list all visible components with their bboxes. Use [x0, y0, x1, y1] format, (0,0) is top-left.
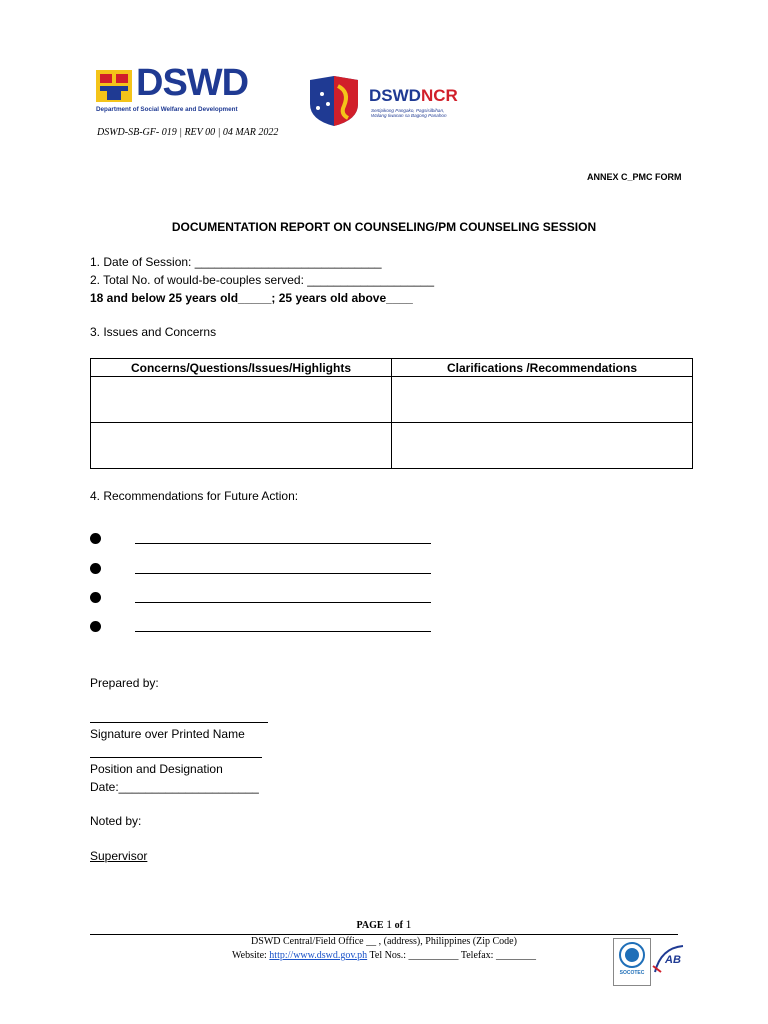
bullet-icon: [90, 592, 101, 603]
cert-badge-label: SOCOTEC: [619, 970, 645, 976]
recommendation-blank-line[interactable]: [135, 573, 431, 574]
bullet-icon: [90, 563, 101, 574]
dswd-emblem-icon: [96, 70, 132, 102]
accreditation-badge-icon: [651, 942, 687, 982]
document-title: DOCUMENTATION REPORT ON COUNSELING/PM COUNSELING SESSION: [171, 220, 597, 234]
noted-by-label: Noted by:: [90, 814, 142, 828]
issues-heading: 3. Issues and Concerns: [90, 325, 217, 339]
dswd-logo: [96, 62, 256, 118]
bullet-icon: [90, 533, 101, 544]
page-number: PAGE 1 of 1: [356, 917, 412, 931]
issues-table: [90, 358, 693, 469]
dswd-ncr-logo: [304, 74, 464, 128]
table-row: [91, 377, 693, 423]
document-code: DSWD-SB-GF- 019 | REV 00 | 04 MAR 2022: [97, 127, 279, 138]
position-label: Position and Designation: [90, 762, 223, 776]
position-line[interactable]: [90, 757, 262, 758]
recommendation-blank-line[interactable]: [135, 602, 431, 603]
footer-contact: Website: http://www.dswd.gov.ph Tel Nos.: __________ Telefax: ________: [232, 950, 536, 961]
signature-label: Signature over Printed Name: [90, 727, 245, 741]
ncr-shield-icon: [304, 74, 364, 128]
prepared-by-label: Prepared by:: [90, 676, 159, 690]
date-of-session-field[interactable]: 1. Date of Session: ____________________________: [90, 255, 382, 269]
table-header-row: [91, 359, 693, 377]
supervisor-label: Supervisor: [90, 849, 148, 863]
recommendation-blank-line[interactable]: [135, 543, 431, 544]
ncr-logo-text: DSWDNCR: [369, 86, 458, 105]
bullet-icon: [90, 621, 101, 632]
ncr-logo-tagline: Sertipikong Pangako, Pagsisilbihan, Walang Iiwanan sa Bagong Panahon: [371, 108, 447, 119]
footer-divider: [90, 934, 678, 935]
table-cell[interactable]: [91, 423, 392, 469]
age-groups-field[interactable]: 18 and below 25 years old_____; 25 years old above____: [90, 291, 413, 305]
dswd-logo-subtitle: Department of Social Welfare and Development: [96, 106, 238, 113]
total-couples-field[interactable]: 2. Total No. of would-be-couples served: ___________________: [90, 273, 435, 287]
website-link[interactable]: http://www.dswd.gov.ph: [269, 950, 368, 961]
table-header-clarifications: Clarifications /Recommendations: [392, 359, 693, 377]
table-header-concerns: Concerns/Questions/Issues/Highlights: [91, 359, 392, 377]
recommendations-heading: 4. Recommendations for Future Action:: [90, 489, 299, 503]
dswd-logo-text: DSWD: [136, 62, 249, 104]
accreditation-badge-label: AB: [665, 954, 681, 966]
signature-line[interactable]: [90, 722, 268, 723]
table-cell[interactable]: [91, 377, 392, 423]
footer-address: DSWD Central/Field Office __ , (address), Philippines (Zip Code): [251, 936, 517, 947]
date-field[interactable]: Date:_____________________: [90, 780, 259, 794]
recommendation-blank-line[interactable]: [135, 631, 431, 632]
table-cell[interactable]: [392, 377, 693, 423]
table-row: [91, 423, 693, 469]
annex-label: ANNEX C_PMC FORM: [587, 172, 682, 182]
table-cell[interactable]: [392, 423, 693, 469]
certification-badge-icon: [613, 938, 651, 986]
